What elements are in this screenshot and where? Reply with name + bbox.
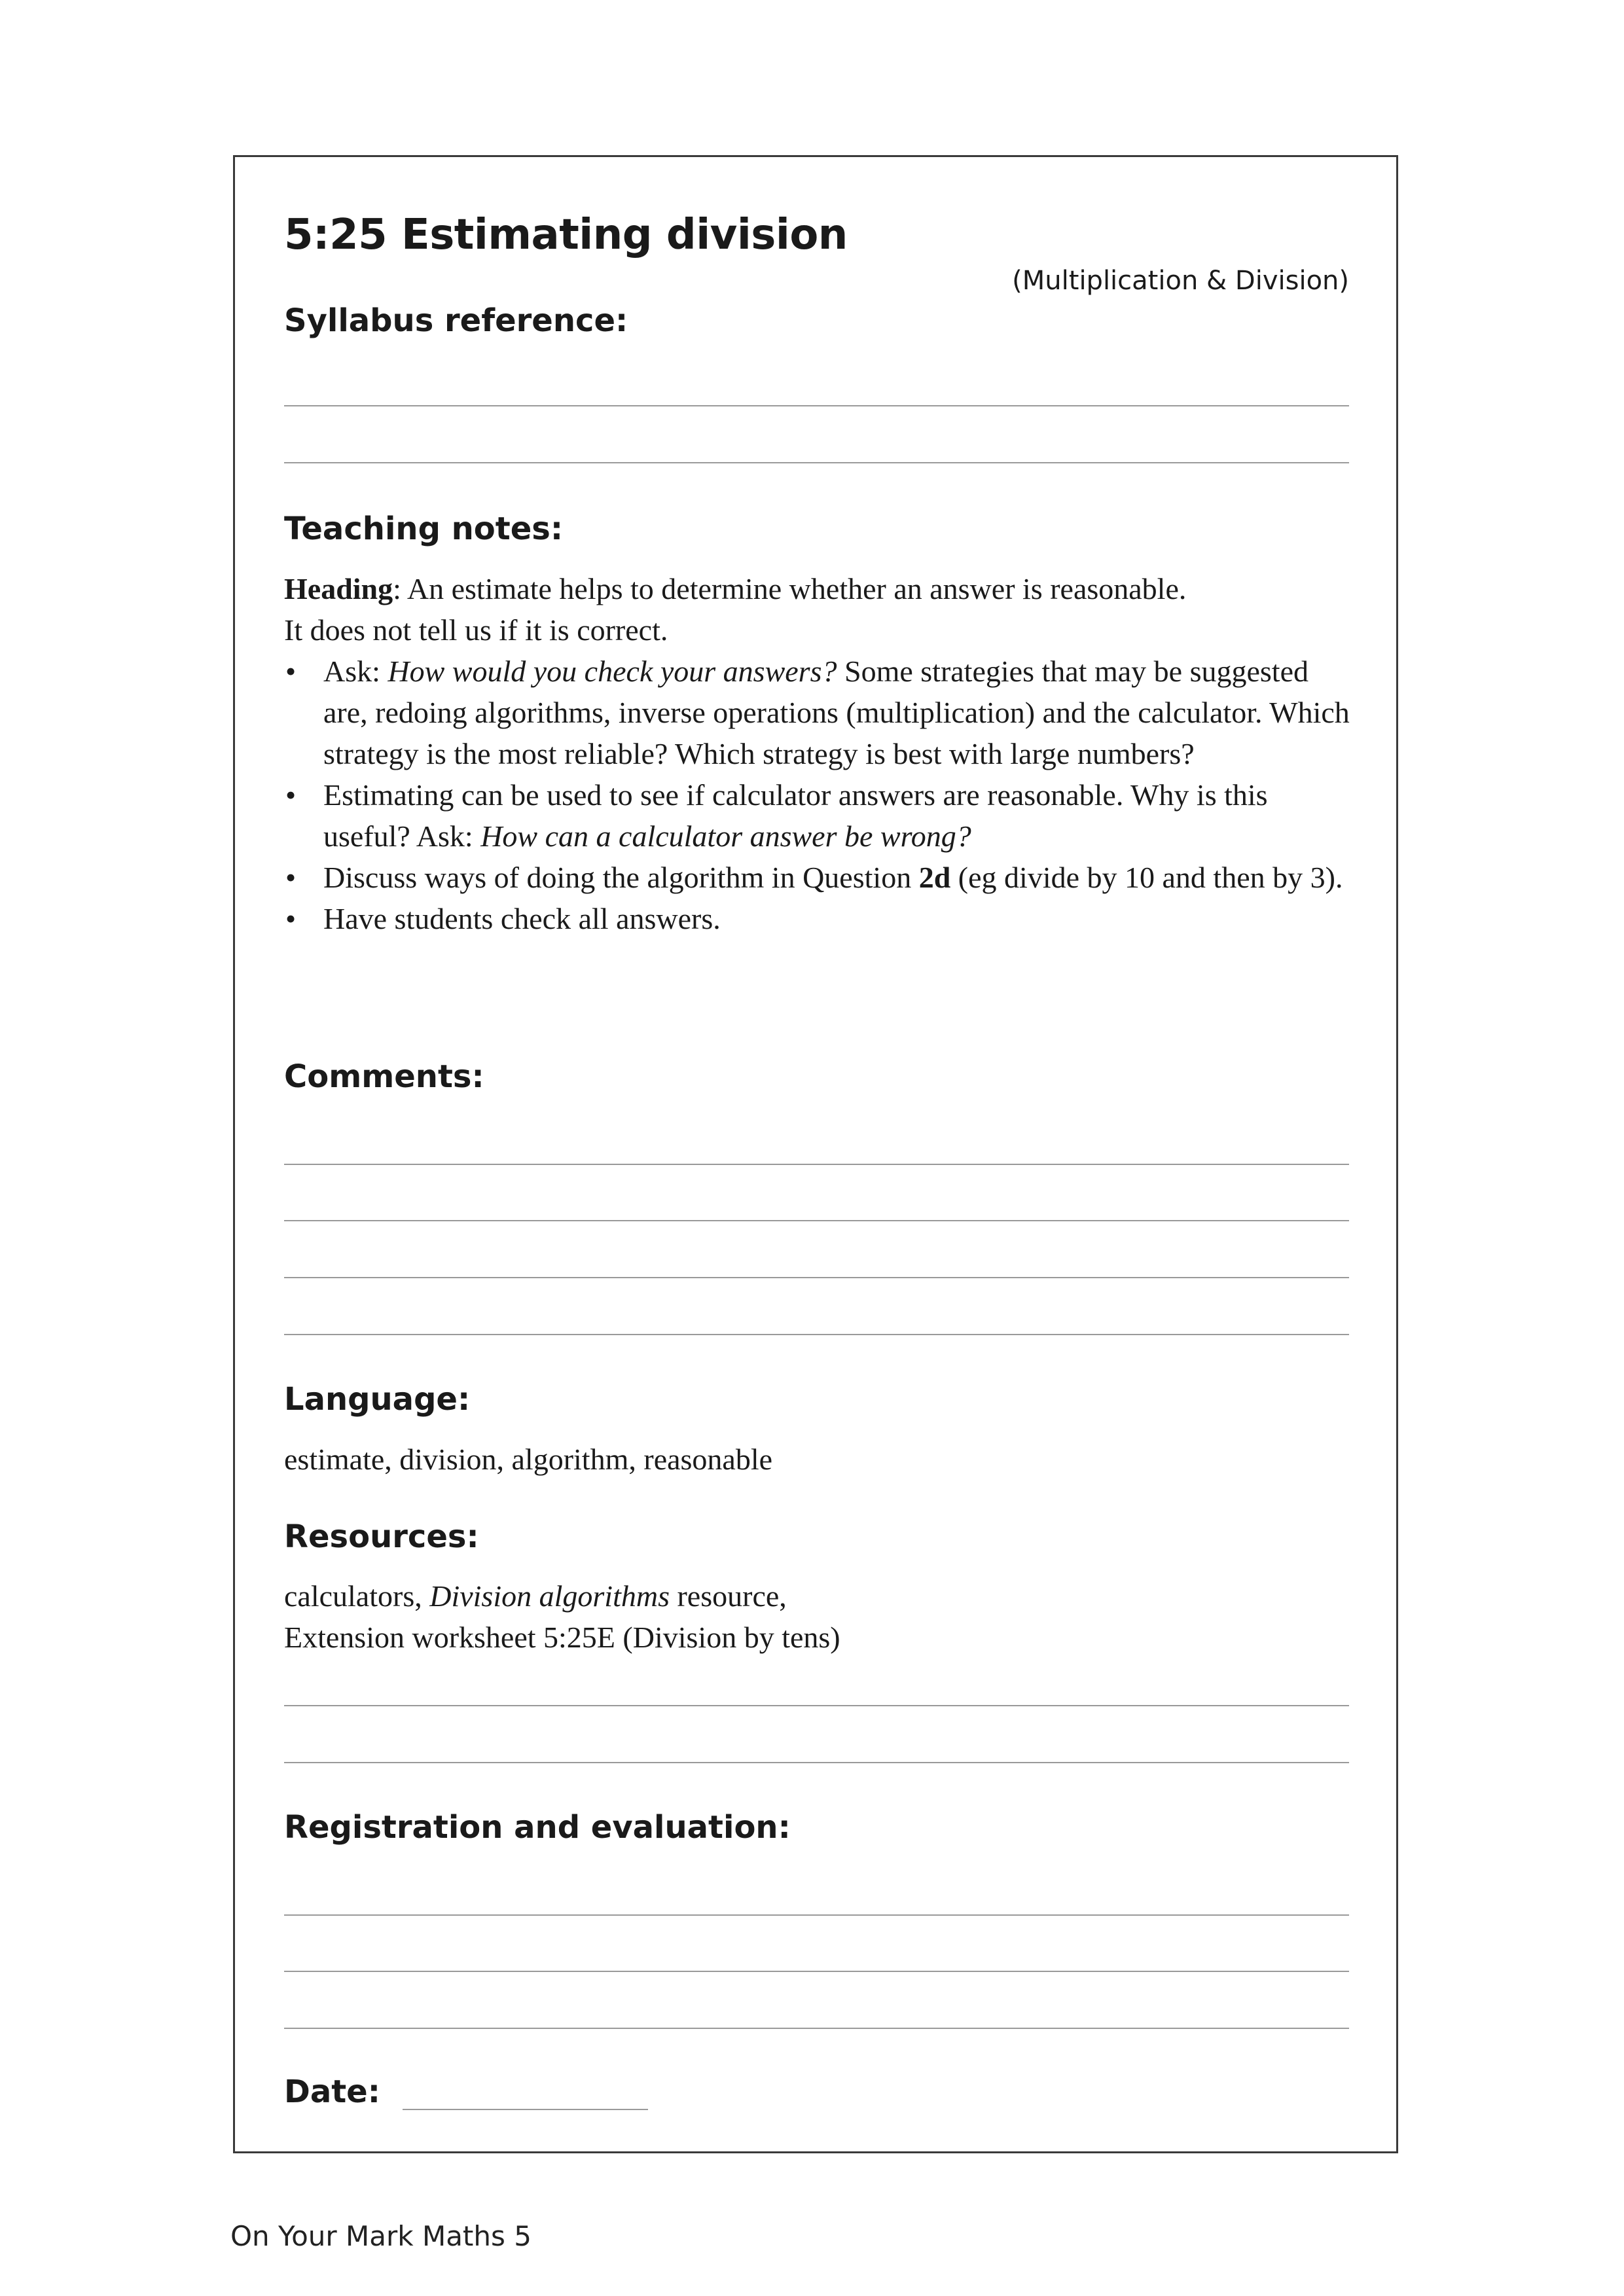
teaching-notes-line: It does not tell us if it is correct. <box>284 613 668 647</box>
bullet-text: Have students check all answers. <box>323 902 721 935</box>
bullet-question: How can a calculator answer be wrong? <box>480 819 971 853</box>
bullet-text: Ask: <box>323 655 388 688</box>
teaching-notes-list <box>284 651 1351 939</box>
syllabus-writing-line[interactable] <box>284 405 1349 406</box>
question-reference: 2d <box>918 861 951 894</box>
bullet-text: Some strategies that may be suggested are, redoing algorithms, inverse operations (multiplication) and the calculator. Which strategy is the most reliable? Which strategy is best with large numbers? <box>323 655 1350 770</box>
syllabus-reference-label: Syllabus reference: <box>284 302 628 339</box>
comments-writing-line[interactable] <box>284 1164 1349 1165</box>
comments-writing-line[interactable] <box>284 1220 1349 1221</box>
resources-label: Resources: <box>284 1518 479 1555</box>
list-item <box>284 651 1351 774</box>
page-frame <box>233 155 1398 2153</box>
bullet-text: (eg divide by 10 and then by 3). <box>950 861 1343 894</box>
list-item <box>284 898 1351 939</box>
registration-writing-line[interactable] <box>284 1971 1349 1972</box>
resources-text: resource, <box>669 1579 787 1613</box>
resources-text: calculators, <box>284 1579 430 1613</box>
date-label: Date: <box>284 2073 380 2110</box>
resources-body <box>284 1575 1351 1658</box>
teaching-notes-heading <box>284 568 1351 609</box>
registration-writing-line[interactable] <box>284 1914 1349 1916</box>
teaching-notes-label: Teaching notes: <box>284 511 564 547</box>
date-writing-line[interactable] <box>403 2109 648 2110</box>
resource-title: Division algorithms <box>429 1579 670 1613</box>
list-item <box>284 774 1351 857</box>
teaching-notes-body <box>284 568 1351 939</box>
footer-text: On Your Mark Maths 5 <box>230 2220 532 2252</box>
heading-lead: Heading <box>284 572 393 605</box>
bullet-text: Estimating can be used to see if calculator answers are reasonable. Why is this useful? Ask: <box>323 778 1268 853</box>
resources-line: Extension worksheet 5:25E (Division by tens) <box>284 1621 840 1654</box>
resources-writing-line[interactable] <box>284 1762 1349 1763</box>
resources-writing-line[interactable] <box>284 1705 1349 1706</box>
comments-label: Comments: <box>284 1058 484 1095</box>
comments-writing-line[interactable] <box>284 1277 1349 1278</box>
bullet-question: How would you check your answers? <box>388 655 837 688</box>
heading-text: : An estimate helps to determine whether an answer is reasonable. <box>393 572 1187 605</box>
syllabus-writing-line[interactable] <box>284 462 1349 463</box>
strand-label: (Multiplication & Division) <box>1012 266 1349 296</box>
list-item <box>284 857 1351 898</box>
registration-writing-line[interactable] <box>284 2028 1349 2029</box>
comments-writing-line[interactable] <box>284 1334 1349 1335</box>
bullet-text: Discuss ways of doing the algorithm in Question <box>323 861 919 894</box>
registration-label: Registration and evaluation: <box>284 1809 791 1846</box>
resources-line <box>284 1575 1351 1617</box>
language-text: estimate, division, algorithm, reasonable <box>284 1443 773 1476</box>
language-label: Language: <box>284 1381 471 1418</box>
page-title: 5:25 Estimating division <box>284 211 848 259</box>
